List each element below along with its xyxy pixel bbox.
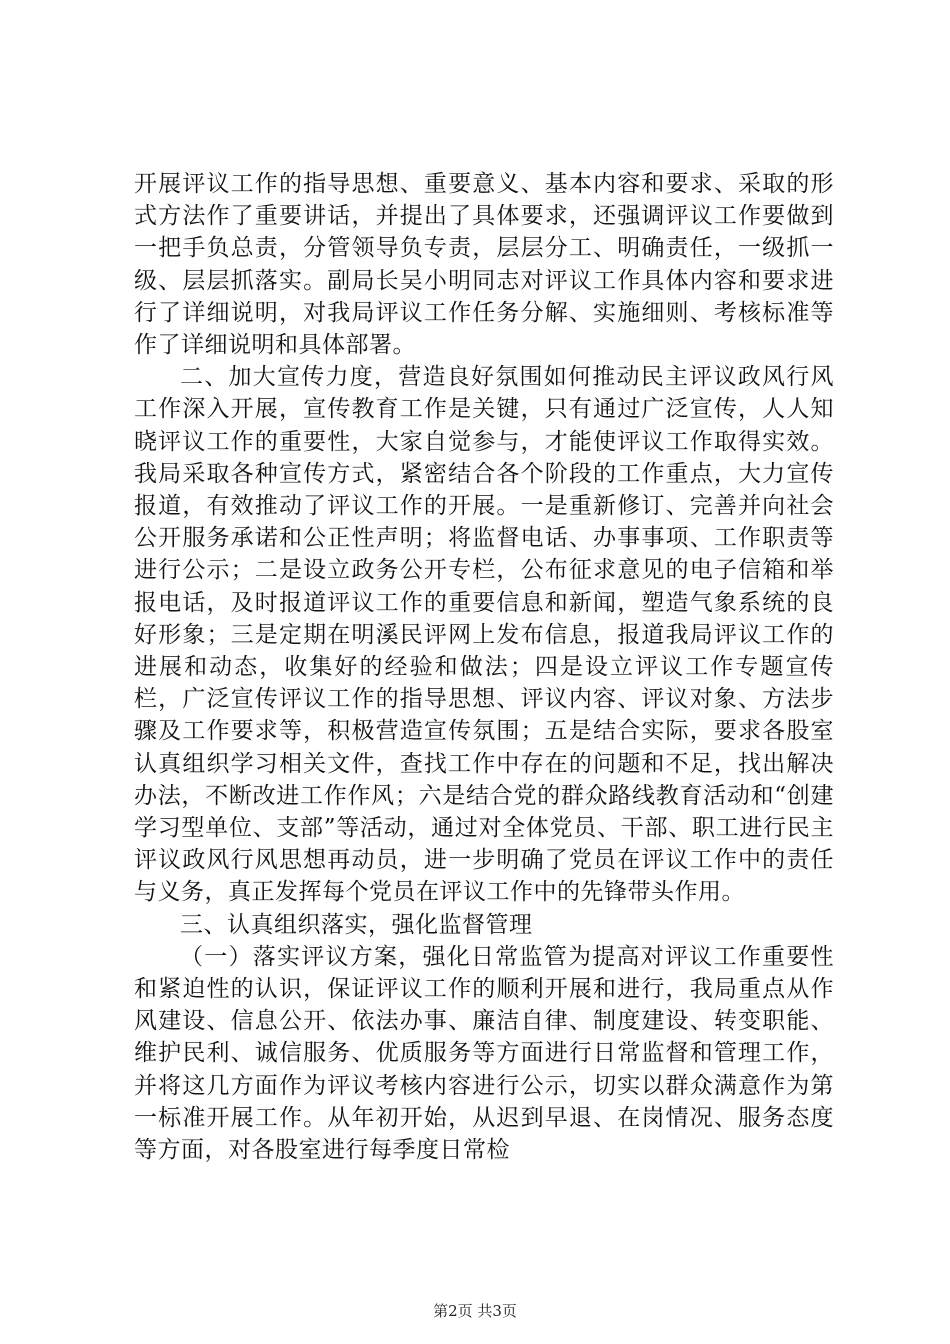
page-number: 第2页 共3页 <box>433 1302 517 1320</box>
page-footer <box>0 1301 950 1321</box>
document-body <box>134 168 834 1166</box>
section-three-heading: 三、认真组织落实，强化监督管理 <box>180 911 533 938</box>
paragraph-3-subsection-one: （一）落实评议方案，强化日常监管为提高对评议工作重要性和紧迫性的认识，保证评议工作的顺利开展和进行，我局重点从作风建设、信息公开、依法办事、廉洁自律、制度建设、转变职能、维护民利、诚信服务、优质服务等方面进行日常监督和管理工作，并将这几方面作为评议考核内容进行公示，切实以群众满意作为第一标准开展工作。从年初开始，从迟到早退、在岗情况、服务态度等方面，对各股室进行每季度日常检 <box>134 943 834 1164</box>
paragraph-2-section-two: 二、加大宣传力度，营造良好氛围如何推动民主评议政风行风工作深入开展，宣传教育工作是关键，只有通过广泛宣传，人人知晓评议工作的重要性，大家自觉参与，才能使评议工作取得实效。我局采取各种宣传方式，紧密结合各个阶段的工作重点，大力宣传报道，有效推动了评议工作的开展。一是重新修订、完善并向社会公开服务承诺和公正性声明；将监督电话、办事事项、工作职责等进行公示；二是设立政务公开专栏，公布征求意见的电子信箱和举报电话，及时报道评议工作的重要信息和新闻，塑造气象系统的良好形象；三是定期在明溪民评网上发布信息，报道我局评议工作的进展和动态，收集好的经验和做法；四是设立评议工作专题宣传栏，广泛宣传评议工作的指导思想、评议内容、评议对象、方法步骤及工作要求等，积极营造宣传氛围；五是结合实际，要求各股室认真组织学习相关文件，查找工作中存在的问题和不足，找出解决办法，不断改进工作作风；六是结合党的群众路线教育活动和“创建学习型单位、支部”等活动，通过对全体党员、干部、职工进行民主评议政风行风思想再动员，进一步明确了党员在评议工作中的责任与义务，真正发挥每个党员在评议工作中的先锋带头作用。 <box>134 364 834 906</box>
paragraph-1: 开展评议工作的指导思想、重要意义、基本内容和要求、采取的形式方法作了重要讲话，并提出了具体要求，还强调评议工作要做到一把手负总责，分管领导负专责，层层分工、明确责任，一级抓一级、层层抓落实。副局长吴小明同志对评议工作具体内容和要求进行了详细说明，对我局评议工作任务分解、实施细则、考核标准等作了详细说明和具体部署。 <box>134 171 834 359</box>
